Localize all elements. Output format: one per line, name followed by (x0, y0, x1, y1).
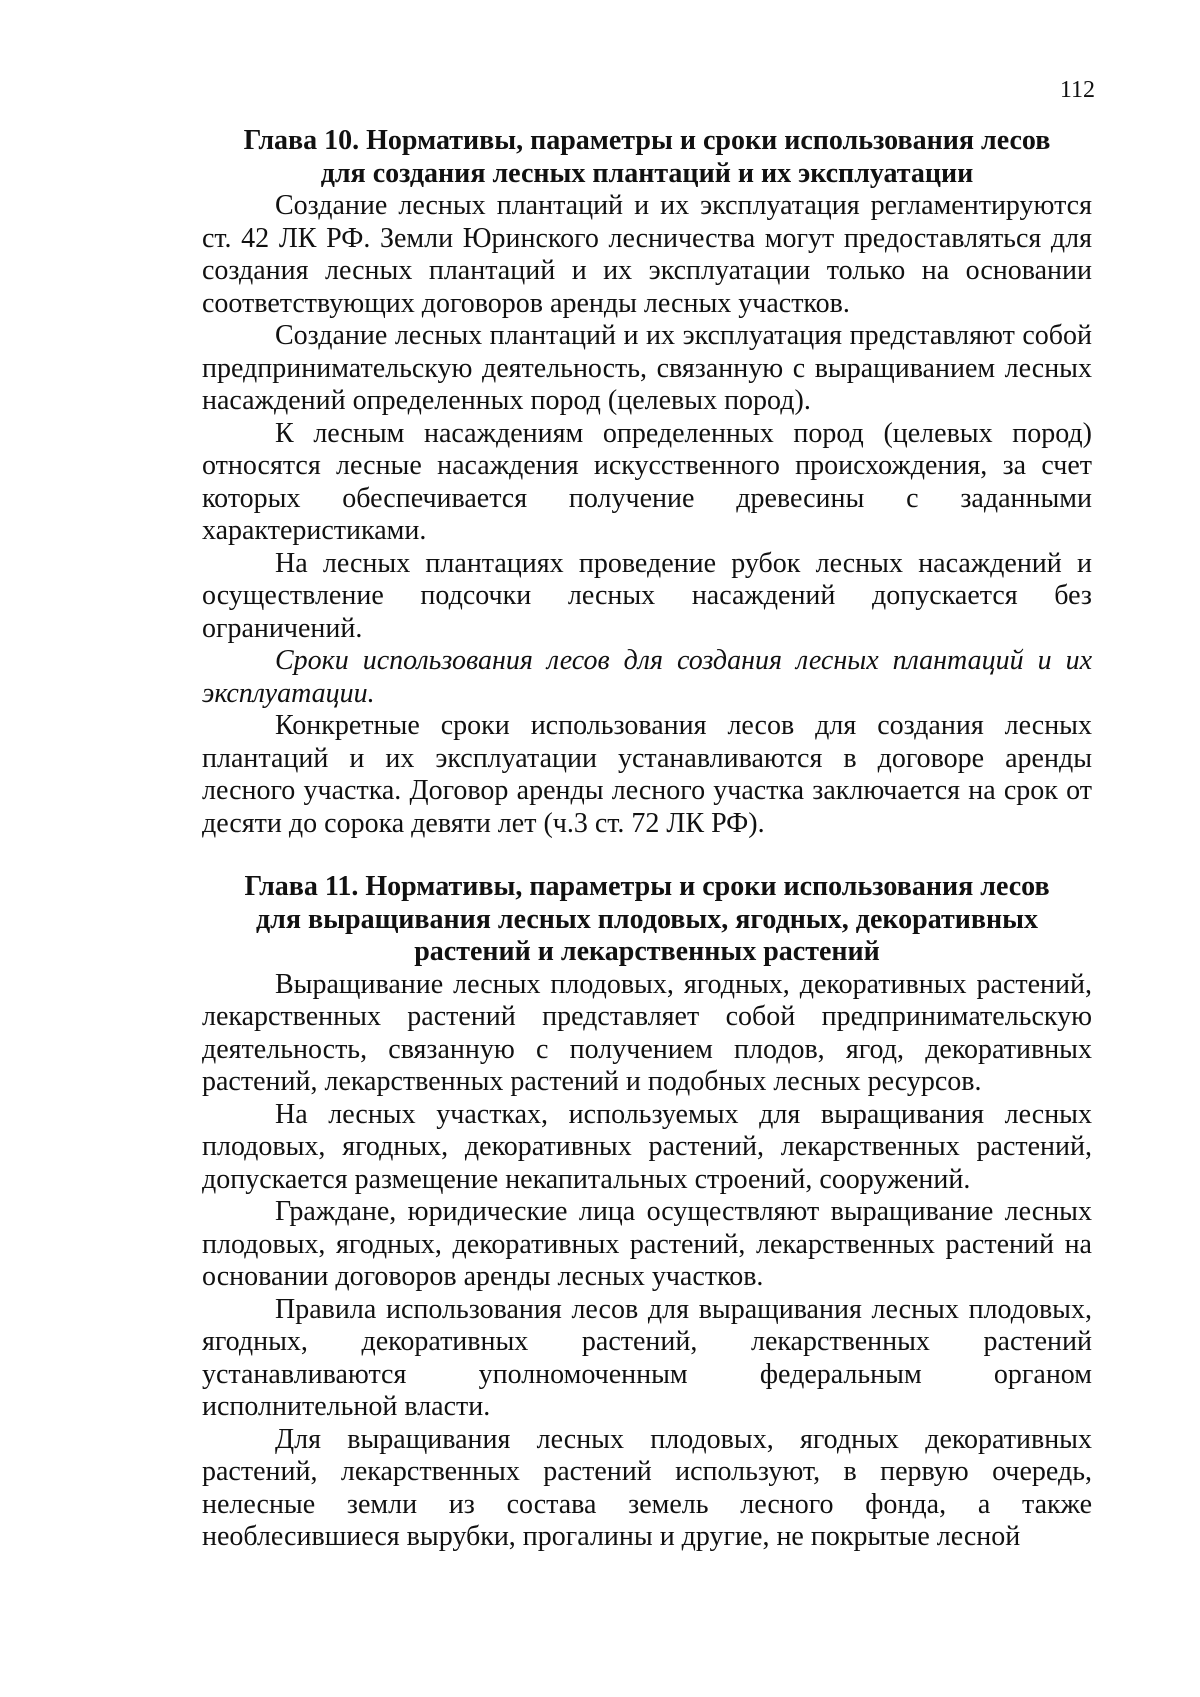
chapter-11-heading-line-1: Глава 11. Нормативы, параметры и сроки использования лесов (244, 871, 1050, 902)
section-spacer (202, 840, 1092, 871)
chapter-10-paragraph-2: Создание лесных плантаций и их эксплуатация представляют собой предпринимательскую деятельность, связанную с выращиванием лесных насаждений определенных пород (целевых пород). (202, 320, 1092, 416)
page-number: 112 (1059, 77, 1095, 103)
chapter-11-heading-line-2: для выращивания лесных плодовых, ягодных, декоративных (256, 903, 1038, 935)
chapter-11-heading-line-3: растений и лекарственных растений (414, 936, 880, 967)
chapter-11-paragraph-1: Выращивание лесных плодовых, ягодных, декоративных растений, лекарственных растений представляет собой предпринимательскую деятельность, связанную с получением плодов, ягод, декоративных растений, лекарственных растений и подобных лесных ресурсов. (202, 968, 1092, 1097)
chapter-10-italic-subheading: Сроки использования лесов для создания лесных плантаций и их эксплуатации. (202, 645, 1092, 709)
chapter-10-paragraph-3: К лесным насаждениям определенных пород (целевых пород) относятся лесные насаждения искусственного происхождения, за счет которых обеспечивается получение древесины с заданными характеристиками. (202, 417, 1092, 546)
chapter-11-paragraph-2: На лесных участках, используемых для выращивания лесных плодовых, ягодных, декоративных растений, лекарственных растений, допускается размещение некапитальных строений, сооружений. (202, 1098, 1092, 1195)
document-body (202, 125, 1092, 1554)
chapter-10-terms-paragraph: Конкретные сроки использования лесов для создания лесных плантаций и их эксплуатации устанавливаются в договоре аренды лесного участка. Договор аренды лесного участка заключается на срок от десяти до сорока девяти лет (ч.3 ст. 72 ЛК РФ). (202, 710, 1092, 839)
chapter-10-heading-line-1: Глава 10. Нормативы, параметры и сроки использования лесов (243, 125, 1051, 156)
chapter-11-section (202, 871, 1092, 1554)
chapter-10-heading-line-2: для создания лесных плантаций и их эксплуатации (320, 157, 974, 189)
chapter-10-paragraph-4: На лесных плантациях проведение рубок лесных насаждений и осуществление подсочки лесных насаждений допускается без ограничений. (202, 547, 1092, 644)
chapter-11-heading (202, 871, 1092, 969)
chapter-10-section (202, 125, 1092, 840)
chapter-10-heading (202, 125, 1092, 190)
chapter-11-paragraph-4: Правила использования лесов для выращивания лесных плодовых, ягодных, декоративных растений, лекарственных растений устанавливаются уполномоченным федеральным органом исполнительной власти. (202, 1293, 1092, 1422)
chapter-10-paragraph-1: Создание лесных плантаций и их эксплуатация регламентируются ст. 42 ЛК РФ. Земли Юринского лесничества могут предоставляться для создания лесных плантаций и их эксплуатации только на основании соответствующих договоров аренды лесных участков. (202, 190, 1092, 319)
chapter-11-paragraph-5: Для выращивания лесных плодовых, ягодных декоративных растений, лекарственных растений используют, в первую очередь, нелесные земли из состава земель лесного фонда, а также необлесившиеся вырубки, прогалины и другие, не покрытые лесной (202, 1423, 1092, 1552)
chapter-11-paragraph-3: Граждане, юридические лица осуществляют выращивание лесных плодовых, ягодных, декоративных растений, лекарственных растений на основании договоров аренды лесных участков. (202, 1196, 1092, 1292)
